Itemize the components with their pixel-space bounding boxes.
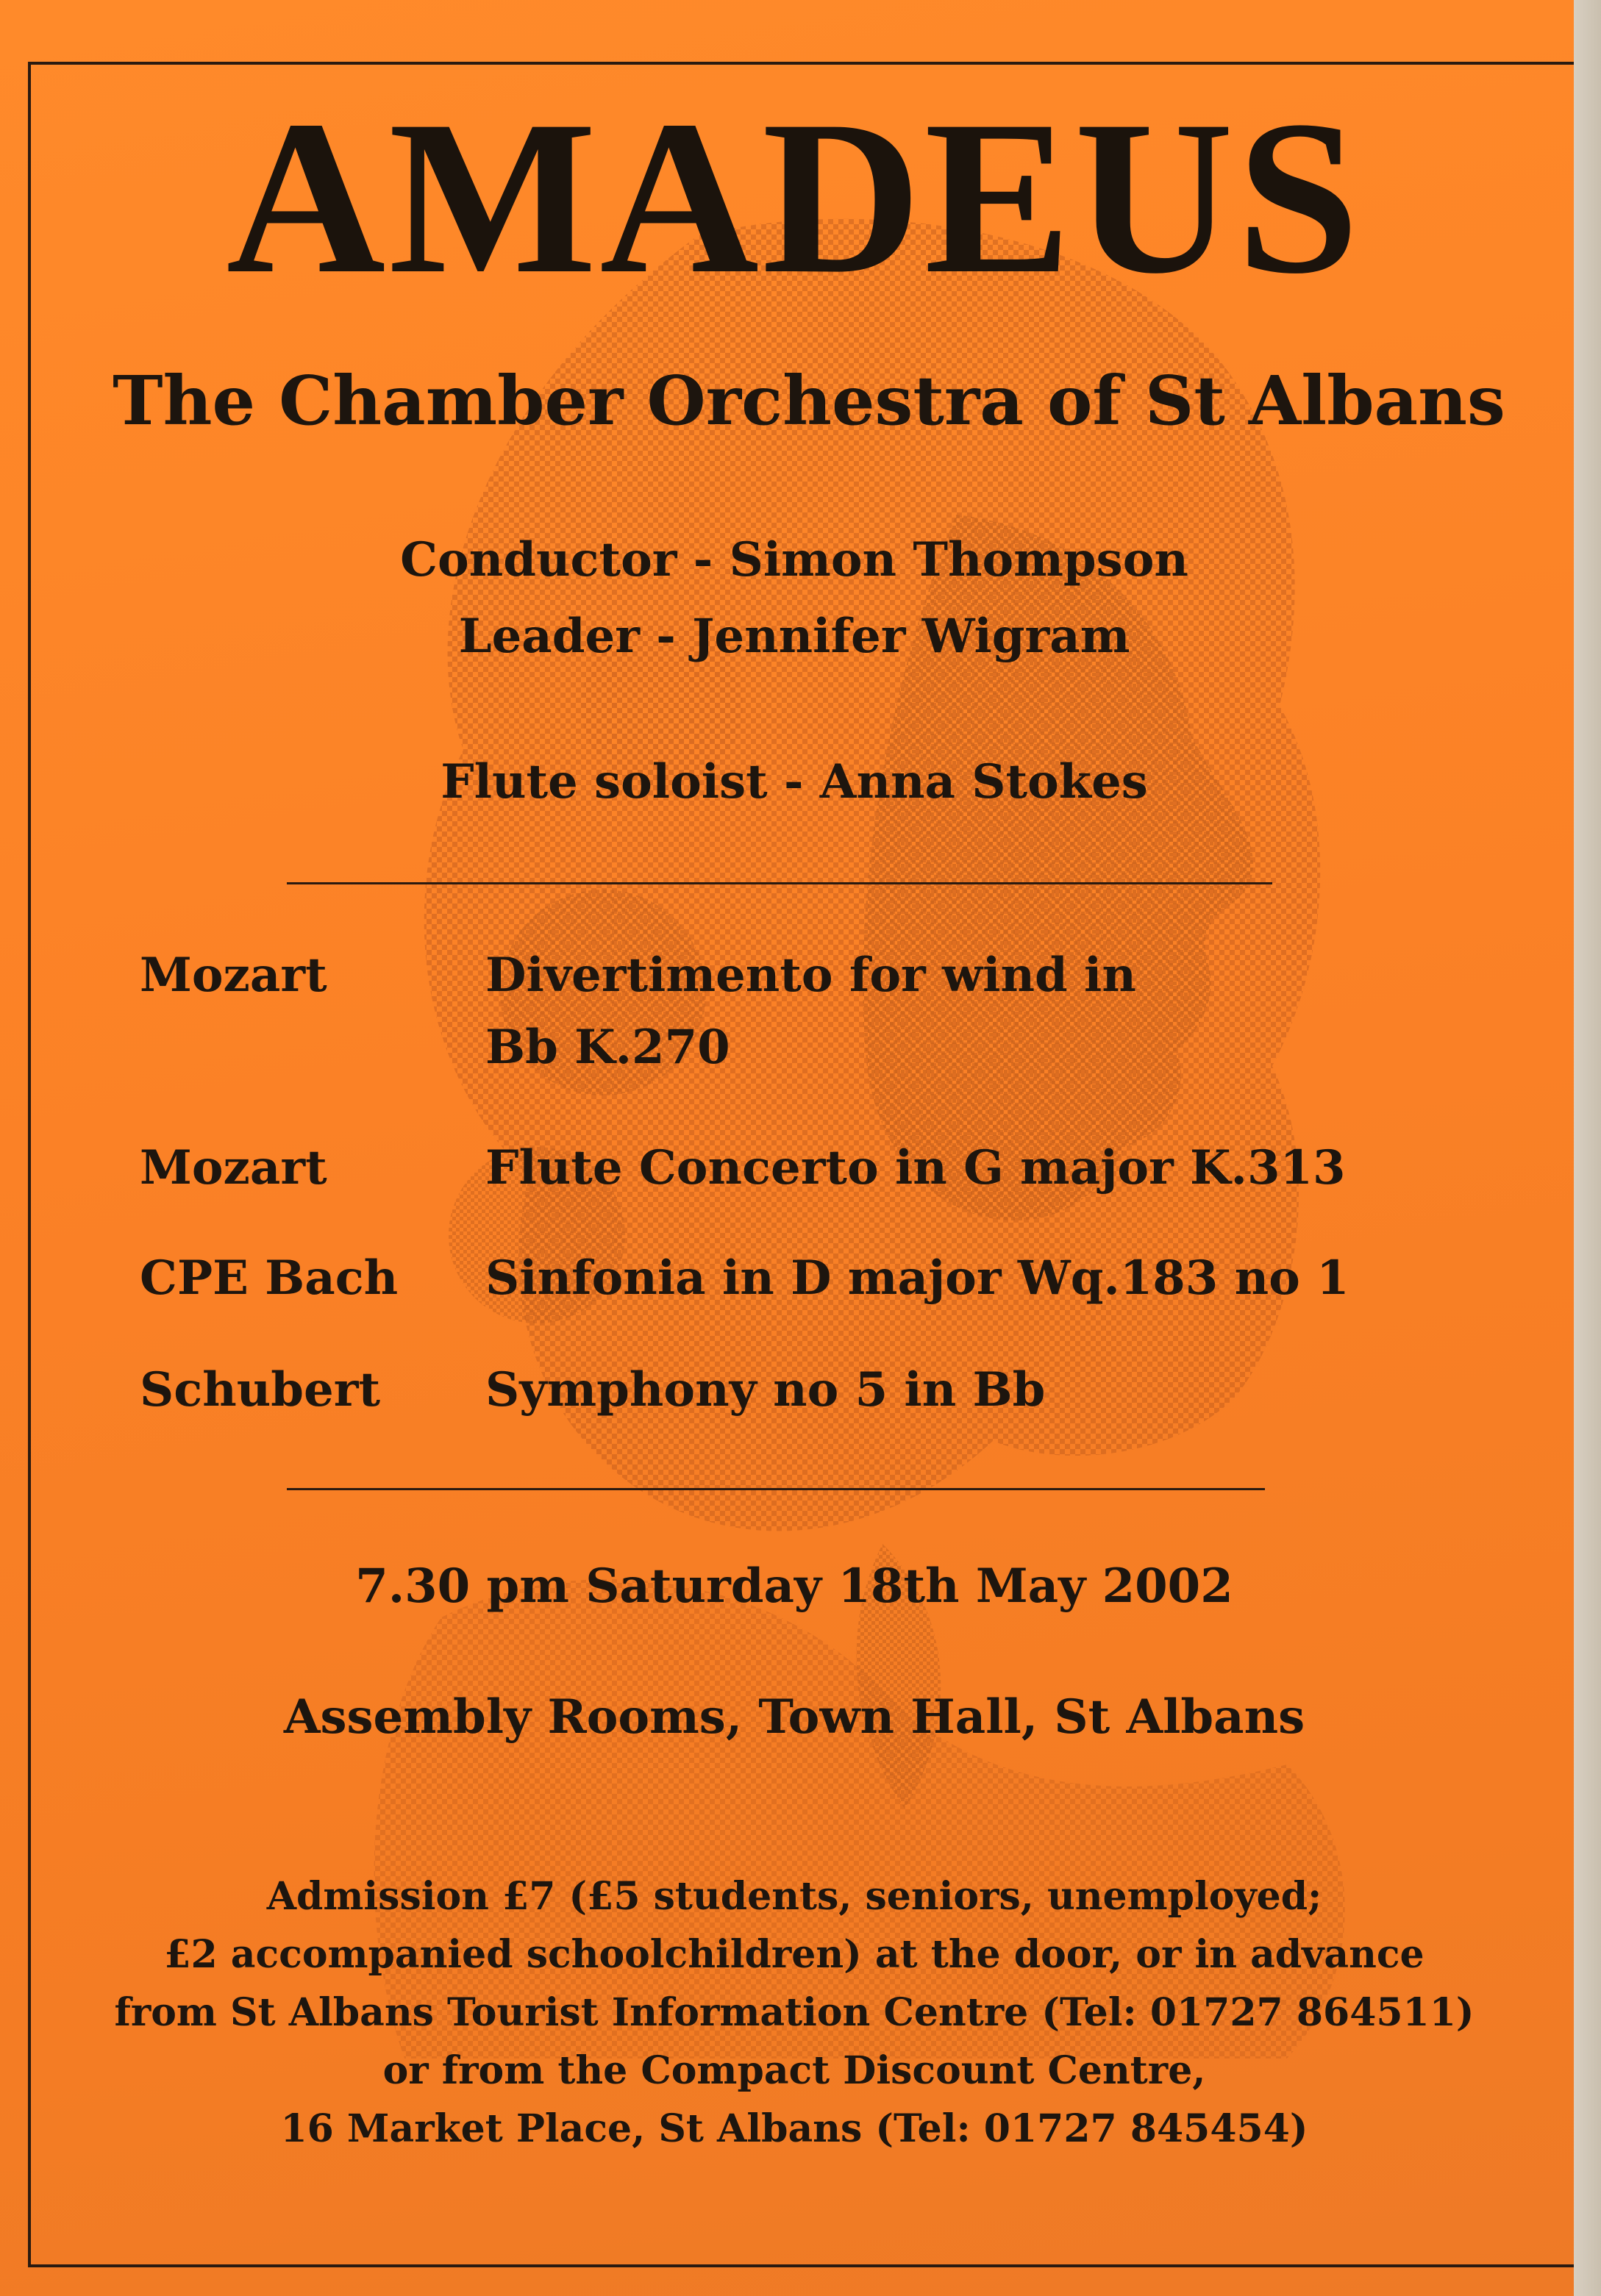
admission-line: from St Albans Tourist Information Centre (Tel: 01727 864511) <box>114 1990 1475 2035</box>
programme-composer: Schubert <box>140 1362 380 1417</box>
leader-credit: Leader - Jennifer Wigram <box>458 609 1130 664</box>
poster-border <box>28 62 1588 2267</box>
background-surface <box>1574 0 1601 2296</box>
programme-work: Symphony no 5 in Bb <box>485 1362 1046 1417</box>
programme-work-continued: Bb K.270 <box>485 1020 730 1075</box>
concert-datetime: 7.30 pm Saturday 18th May 2002 <box>355 1559 1233 1614</box>
soloist-credit: Flute soloist - Anna Stokes <box>441 754 1148 809</box>
poster-title: AMADEUS <box>226 75 1363 319</box>
orchestra-name: The Chamber Orchestra of St Albans <box>113 361 1505 440</box>
conductor-credit: Conductor - Simon Thompson <box>400 532 1188 587</box>
programme-composer: Mozart <box>140 948 327 1003</box>
programme-work: Sinfonia in D major Wq.183 no 1 <box>485 1251 1349 1306</box>
admission-line: £2 accompanied schoolchildren) at the door, or in advance <box>164 1932 1425 1977</box>
programme-work: Divertimento for wind in <box>485 948 1136 1003</box>
admission-line: Admission £7 (£5 students, seniors, unemployed; <box>266 1874 1322 1919</box>
programme-composer: CPE Bach <box>140 1251 399 1306</box>
concert-venue: Assembly Rooms, Town Hall, St Albans <box>283 1689 1305 1745</box>
programme-work: Flute Concerto in G major K.313 <box>485 1140 1346 1195</box>
admission-line: or from the Compact Discount Centre, <box>382 2048 1206 2093</box>
admission-line: 16 Market Place, St Albans (Tel: 01727 845454) <box>280 2106 1308 2151</box>
programme-composer: Mozart <box>140 1140 327 1195</box>
